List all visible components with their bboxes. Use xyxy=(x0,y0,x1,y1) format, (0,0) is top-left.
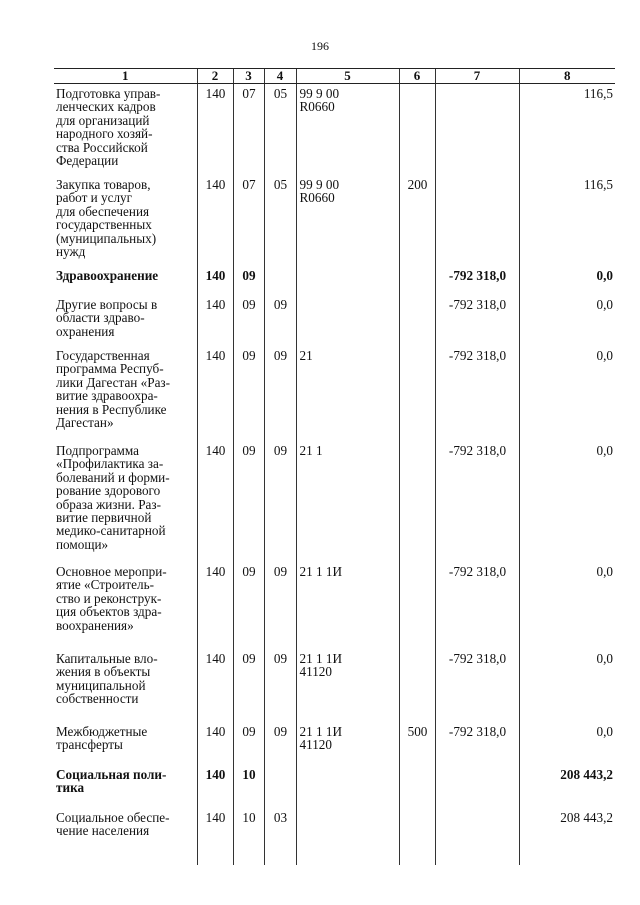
row-name: Здравоохранение xyxy=(56,268,159,283)
row-expense-type xyxy=(399,441,435,562)
row-target-article xyxy=(296,808,399,865)
table-row xyxy=(54,722,615,765)
row-name: Закупка товаров, работ и услуг для обеспечения государственных (муниципальных) нужд xyxy=(56,177,157,260)
row-total-amount: 0,0 xyxy=(519,266,615,295)
row-section: 09 xyxy=(233,346,264,441)
row-target-article xyxy=(296,266,399,295)
budget-table-wrapper xyxy=(54,68,615,865)
table-row xyxy=(54,562,615,649)
row-subsection: 05 xyxy=(264,84,296,176)
row-change-amount xyxy=(435,84,519,176)
row-target-article xyxy=(296,765,399,808)
header-col-7: 7 xyxy=(435,69,519,84)
row-expense-type xyxy=(399,649,435,722)
header-col-8: 8 xyxy=(519,69,615,84)
table-row xyxy=(54,808,615,865)
row-subsection: 09 xyxy=(264,722,296,765)
row-target-article: 21 1 1И xyxy=(296,562,399,649)
row-total-amount: 116,5 xyxy=(519,175,615,266)
row-change-amount: -792 318,0 xyxy=(435,649,519,722)
row-subsection: 05 xyxy=(264,175,296,266)
row-section: 10 xyxy=(233,808,264,865)
row-change-amount xyxy=(435,765,519,808)
row-name: Другие вопросы в области здраво- охранения xyxy=(56,297,158,339)
table-row xyxy=(54,175,615,266)
table-row xyxy=(54,266,615,295)
row-admin-code: 140 xyxy=(197,649,233,722)
row-change-amount: -792 318,0 xyxy=(435,722,519,765)
row-name: Социальное обеспе- чение населения xyxy=(56,810,170,839)
table-header xyxy=(54,69,615,84)
row-admin-code: 140 xyxy=(197,84,233,176)
table-row xyxy=(54,84,615,176)
row-expense-type xyxy=(399,295,435,346)
row-expense-type: 500 xyxy=(399,722,435,765)
row-section: 09 xyxy=(233,441,264,562)
row-section: 09 xyxy=(233,722,264,765)
row-expense-type: 200 xyxy=(399,175,435,266)
row-expense-type xyxy=(399,765,435,808)
row-total-amount: 116,5 xyxy=(519,84,615,176)
header-row xyxy=(54,69,615,84)
row-total-amount: 0,0 xyxy=(519,562,615,649)
row-name: Подготовка управ- ленческих кадров для организаций народного хозяй- ства Российской Федерации xyxy=(56,86,161,169)
row-change-amount xyxy=(435,808,519,865)
header-col-6: 6 xyxy=(399,69,435,84)
row-change-amount: -792 318,0 xyxy=(435,346,519,441)
row-target-article: 99 9 00 R0660 xyxy=(296,84,399,176)
row-change-amount: -792 318,0 xyxy=(435,266,519,295)
row-change-amount: -792 318,0 xyxy=(435,295,519,346)
row-change-amount xyxy=(435,175,519,266)
row-total-amount: 208 443,2 xyxy=(519,765,615,808)
row-expense-type xyxy=(399,808,435,865)
row-section: 09 xyxy=(233,266,264,295)
header-col-3: 3 xyxy=(233,69,264,84)
row-section: 10 xyxy=(233,765,264,808)
row-subsection xyxy=(264,266,296,295)
table-body xyxy=(54,84,615,866)
row-expense-type xyxy=(399,84,435,176)
table-row xyxy=(54,441,615,562)
row-section: 09 xyxy=(233,649,264,722)
row-name: Государственная программа Респуб- лики Дагестан «Раз- витие здравоохра- нения в Республике Дагестан» xyxy=(56,348,171,431)
row-subsection: 09 xyxy=(264,441,296,562)
row-total-amount: 0,0 xyxy=(519,346,615,441)
row-total-amount: 0,0 xyxy=(519,722,615,765)
table-row xyxy=(54,346,615,441)
row-admin-code: 140 xyxy=(197,175,233,266)
table-row xyxy=(54,765,615,808)
row-admin-code: 140 xyxy=(197,295,233,346)
row-subsection: 09 xyxy=(264,649,296,722)
row-target-article: 21 1 1И 41120 xyxy=(296,649,399,722)
row-subsection: 09 xyxy=(264,346,296,441)
table-row xyxy=(54,649,615,722)
row-name: Межбюджетные трансферты xyxy=(56,724,148,753)
header-col-5: 5 xyxy=(296,69,399,84)
row-section: 07 xyxy=(233,175,264,266)
header-col-2: 2 xyxy=(197,69,233,84)
row-total-amount: 0,0 xyxy=(519,441,615,562)
budget-table xyxy=(54,68,615,865)
row-total-amount: 208 443,2 xyxy=(519,808,615,865)
row-target-article: 21 xyxy=(296,346,399,441)
row-admin-code: 140 xyxy=(197,346,233,441)
row-name: Основное меропри- ятие «Строитель- ство и реконструк- ция объектов здра- воохранения» xyxy=(56,564,167,633)
row-total-amount: 0,0 xyxy=(519,295,615,346)
row-section: 07 xyxy=(233,84,264,176)
row-change-amount: -792 318,0 xyxy=(435,441,519,562)
row-admin-code: 140 xyxy=(197,441,233,562)
row-admin-code: 140 xyxy=(197,765,233,808)
row-subsection: 03 xyxy=(264,808,296,865)
row-subsection: 09 xyxy=(264,562,296,649)
row-section: 09 xyxy=(233,295,264,346)
table-row xyxy=(54,295,615,346)
row-target-article xyxy=(296,295,399,346)
header-col-1: 1 xyxy=(54,69,197,84)
header-col-4: 4 xyxy=(264,69,296,84)
row-admin-code: 140 xyxy=(197,722,233,765)
row-admin-code: 140 xyxy=(197,808,233,865)
row-expense-type xyxy=(399,562,435,649)
row-expense-type xyxy=(399,346,435,441)
row-subsection xyxy=(264,765,296,808)
row-target-article: 21 1 1И 41120 xyxy=(296,722,399,765)
row-admin-code: 140 xyxy=(197,266,233,295)
row-target-article: 21 1 xyxy=(296,441,399,562)
row-name: Подпрограмма «Профилактика за- болеваний и форми- рование здорового образа жизни. Раз- витие первичной медико-санитарной помощи» xyxy=(56,443,170,552)
row-name: Социальная поли- тика xyxy=(56,767,167,796)
page-number: 196 xyxy=(311,39,329,53)
row-name: Капитальные вло- жения в объекты муниципальной собственности xyxy=(56,651,158,707)
row-subsection: 09 xyxy=(264,295,296,346)
row-admin-code: 140 xyxy=(197,562,233,649)
row-change-amount: -792 318,0 xyxy=(435,562,519,649)
row-total-amount: 0,0 xyxy=(519,649,615,722)
row-section: 09 xyxy=(233,562,264,649)
row-expense-type xyxy=(399,266,435,295)
row-target-article: 99 9 00 R0660 xyxy=(296,175,399,266)
